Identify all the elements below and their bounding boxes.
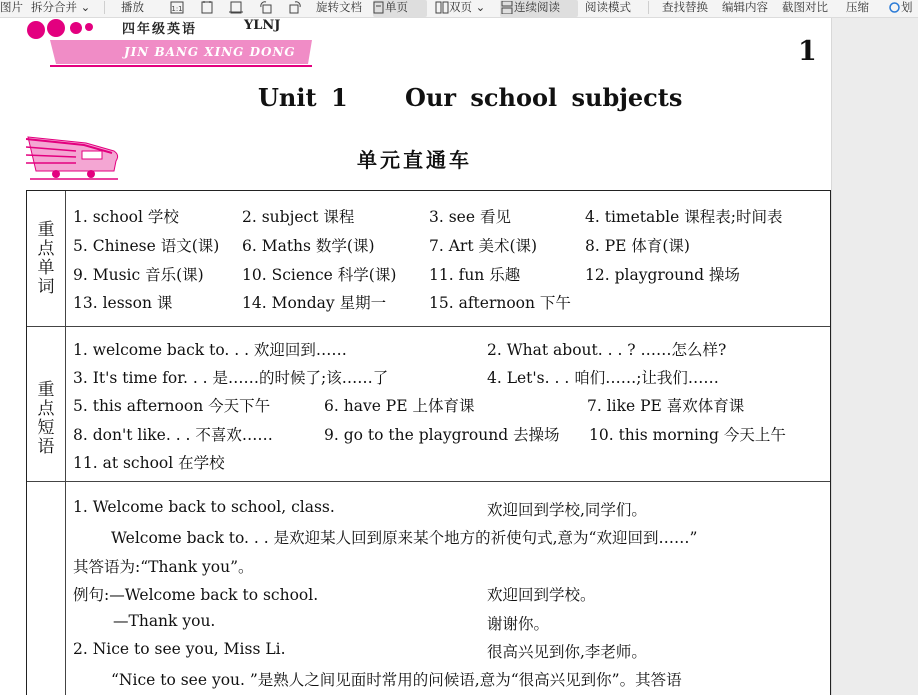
toolbar-compress-label: 压缩: [846, 0, 869, 14]
vocab-item: 14. Monday 星期一: [242, 294, 387, 312]
sentence-note: Welcome back to. . . 是欢迎某人回到原来某个地方的祈使句式,意为“欢迎回到……”: [111, 529, 698, 547]
toolbar-screenshot-compare-button[interactable]: [782, 0, 828, 17]
phrase-item: 1. welcome back to. . . 欢迎回到……: [73, 341, 347, 359]
vocab-item: 7. Art 美术(课): [429, 237, 538, 255]
phrase-item: 9. go to the playground 去操场: [324, 426, 560, 444]
vocab-item: 2. subject 课程: [242, 208, 355, 226]
book-title: 四年级英语: [122, 22, 198, 37]
toolbar-edit-content-label: 编辑内容: [722, 0, 768, 14]
toolbar-find-replace-button[interactable]: [662, 0, 708, 17]
toolbar-screenshot-compare-label: 截图对比: [782, 0, 828, 14]
phrase-item: 5. this afternoon 今天下午: [73, 397, 271, 415]
fit-width-icon[interactable]: [229, 0, 243, 17]
page-margin-area: [831, 18, 918, 695]
sentence-translation: 很高兴见到你,李老师。: [487, 643, 647, 661]
actual-size-icon[interactable]: [170, 0, 184, 17]
toolbar-find-replace-label: 查找替换: [662, 0, 708, 14]
example-line: —Thank you.: [113, 612, 216, 630]
train-icon: [26, 133, 121, 183]
vocab-item: 11. fun 乐趣: [429, 266, 521, 284]
app-toolbar: [0, 0, 918, 18]
page-number: 1: [798, 36, 817, 67]
rotate-right-icon[interactable]: [289, 0, 303, 17]
phrase-item: 2. What about. . . ? ……怎么样?: [487, 341, 727, 359]
vocab-item: 9. Music 音乐(课): [73, 266, 204, 284]
sentence-line: 1. Welcome back to school, class.: [73, 498, 335, 516]
toolbar-single-page-label: 单页: [385, 0, 408, 14]
vocab-item: 12. playground 操场: [585, 266, 740, 284]
section-title: 单元直通车: [357, 148, 472, 172]
toolbar-play-label: 播放: [121, 0, 144, 14]
rotate-left-icon[interactable]: [259, 0, 273, 17]
toolbar-more-label: 划: [901, 0, 913, 14]
toolbar-picture-button[interactable]: [0, 0, 23, 17]
vocab-item: 10. Science 科学(课): [242, 266, 397, 284]
vocab-item: 8. PE 体育(课): [585, 237, 690, 255]
chevron-down-icon: ⌄: [472, 0, 486, 14]
continuous-read-icon: [500, 1, 514, 14]
sentence-line: 2. Nice to see you, Miss Li.: [73, 640, 286, 658]
phrases-row-label: 重 点 短 语: [37, 380, 55, 457]
toolbar-edit-content-button[interactable]: [722, 0, 768, 17]
phrase-item: 6. have PE 上体育课: [324, 397, 475, 415]
document-page[interactable]: [0, 18, 831, 695]
vocab-item: 6. Maths 数学(课): [242, 237, 375, 255]
summary-table: [26, 190, 831, 695]
toolbar-double-page-button[interactable]: [435, 0, 485, 17]
book-code: YLNJ: [244, 18, 281, 33]
sentence-note: 其答语为:“Thank you”。: [73, 558, 254, 576]
phrase-item: 10. this morning 今天上午: [589, 426, 786, 444]
chevron-down-icon: ⌄: [77, 0, 91, 14]
double-page-icon: [435, 1, 449, 14]
brand-pinyin: JIN BANG XING DONG: [124, 45, 296, 59]
vocab-item: 4. timetable 课程表;时间表: [585, 208, 783, 226]
sentence-translation: 欢迎回到学校,同学们。: [487, 501, 647, 519]
toolbar-picture-label: 图片: [0, 0, 23, 14]
toolbar-reading-mode-label: 阅读模式: [585, 0, 631, 14]
phrase-item: 4. Let's. . . 咱们……;让我们……: [487, 369, 719, 387]
vocab-item: 3. see 看见: [429, 208, 511, 226]
vocab-item: 13. lesson 课: [73, 294, 173, 312]
actual-size-label: 1:1: [171, 5, 183, 13]
phrase-item: 11. at school 在学校: [73, 454, 225, 472]
example-line: 例句:—Welcome back to school.: [73, 586, 319, 604]
refresh-icon: [888, 1, 901, 14]
vocab-item: 5. Chinese 语文(课): [73, 237, 220, 255]
phrase-item: 8. don't like. . . 不喜欢……: [73, 426, 273, 444]
single-page-icon: [373, 1, 385, 14]
toolbar-reading-mode-button[interactable]: [585, 0, 631, 17]
toolbar-rotate-doc-button[interactable]: [316, 0, 362, 17]
fit-page-icon[interactable]: [200, 0, 214, 17]
toolbar-compress-button[interactable]: [846, 0, 869, 17]
toolbar-double-page-label: 双页: [449, 0, 472, 14]
example-translation: 欢迎回到学校。: [487, 586, 596, 604]
sentence-note: “Nice to see you. ”是熟人之间见面时常用的问候语,意为“很高兴见到你”。其答语: [111, 671, 682, 689]
toolbar-continuous-read-label: 连续阅读: [514, 0, 560, 14]
unit-title: Unit 1 Our school subjects: [258, 83, 683, 112]
toolbar-more-button[interactable]: [888, 0, 913, 17]
toolbar-rotate-doc-label: 旋转文档: [316, 0, 362, 14]
example-translation: 谢谢你。: [487, 615, 550, 633]
vocab-item: 15. afternoon 下午: [429, 294, 571, 312]
vocab-row-label: 重 点 单 词: [37, 220, 55, 297]
vocab-item: 1. school 学校: [73, 208, 179, 226]
phrase-item: 7. like PE 喜欢体育课: [587, 397, 745, 415]
toolbar-continuous-read-button[interactable]: [500, 0, 578, 17]
toolbar-split-merge-label: 拆分合并: [31, 0, 77, 14]
toolbar-single-page-button[interactable]: [373, 0, 427, 17]
phrase-item: 3. It's time for. . . 是……的时候了;该……了: [73, 369, 389, 387]
toolbar-play-button[interactable]: [121, 0, 144, 17]
toolbar-split-merge-button[interactable]: [31, 0, 90, 17]
